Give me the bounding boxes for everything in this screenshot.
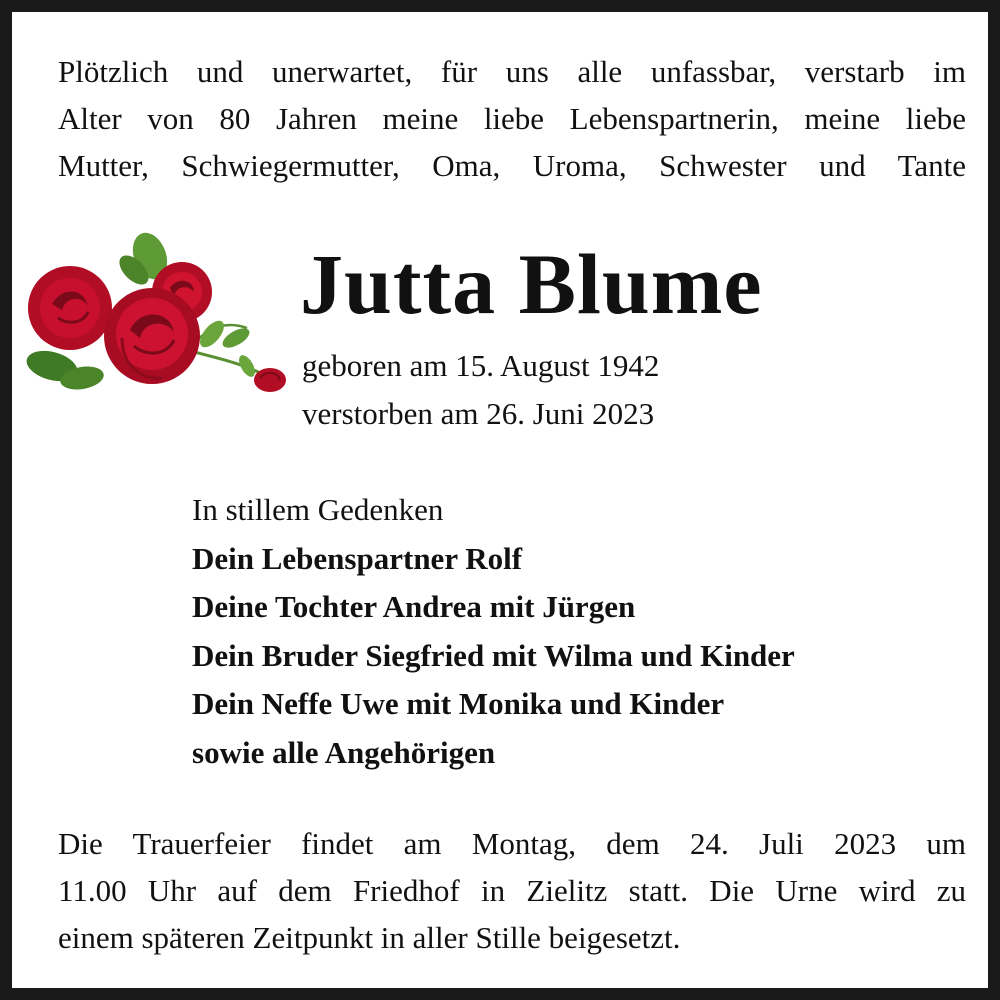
ceremony-line: 11.00 Uhr auf dem Friedhof in Zielitz statt. Die Urne wird zu [58,873,966,908]
death-date: verstorben am 26. Juni 2023 [302,396,655,431]
mourner-name: Dein Lebenspartner Rolf [192,540,523,576]
mourner-name: Dein Neffe Uwe mit Monika und Kinder [192,686,725,721]
mourners-list [192,486,795,777]
intro-line: Plötzlich und unerwartet, für uns alle unfassbar, verstarb im [58,54,966,89]
intro-line: Mutter, Schwiegermutter, Oma, Uroma, Schwester und Tante [58,148,966,183]
mourner-name: Deine Tochter Andrea mit Jürgen [192,589,636,624]
deceased-name: Jutta Blume [300,236,763,332]
ceremony-line: Die Trauerfeier findet am Montag, dem 24. Juli 2023 um [58,826,966,861]
intro-text [58,48,966,189]
ceremony-line: einem späteren Zeitpunkt in aller Stille beigesetzt. [58,920,681,955]
roses-icon [22,226,294,402]
birth-date: geboren am 15. August 1942 [302,348,660,383]
mourner-name: Dein Bruder Siegfried mit Wilma und Kinder [192,637,795,673]
mourners-heading: In stillem Gedenken [192,492,444,527]
intro-line: Alter von 80 Jahren meine liebe Lebenspartnerin, meine liebe [58,101,966,136]
life-dates [302,342,659,438]
mourner-name: sowie alle Angehörigen [192,734,496,770]
ceremony-text [58,820,966,961]
